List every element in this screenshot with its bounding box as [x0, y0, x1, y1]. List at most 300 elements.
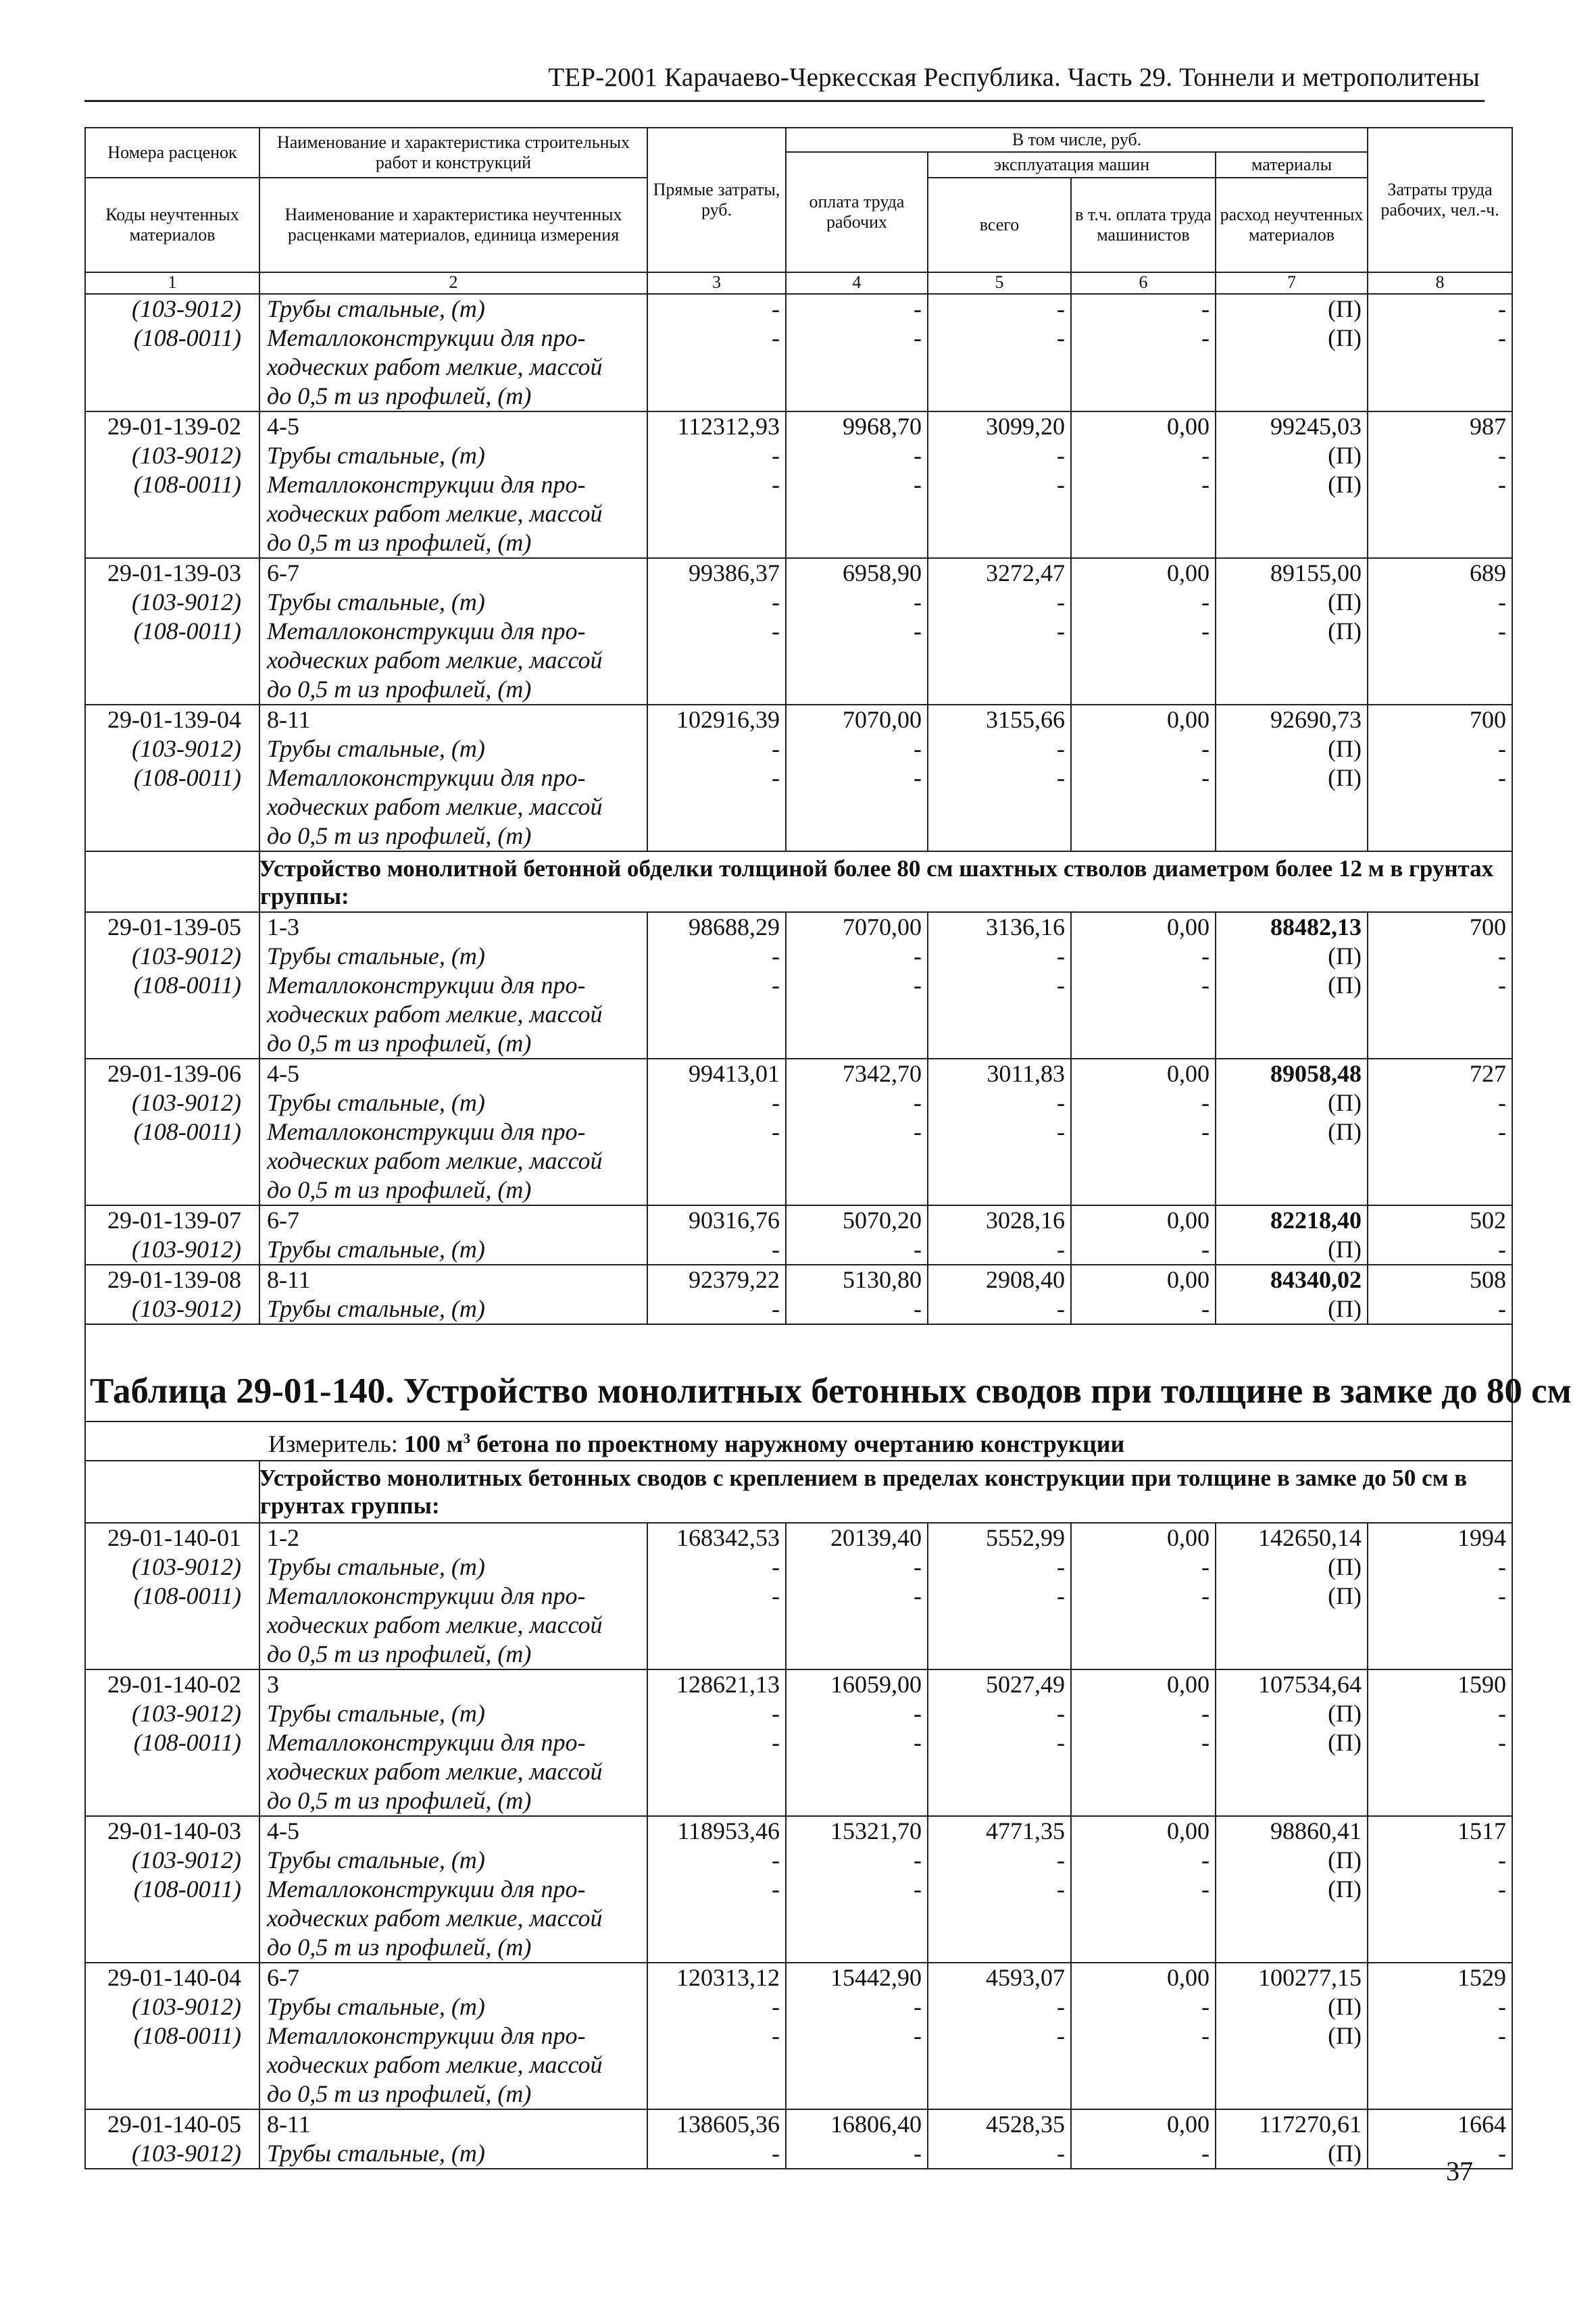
rate-row [85, 912, 1512, 942]
row-code [85, 528, 259, 558]
labor-cost: - [786, 971, 928, 1000]
labor-hours: 1590 [1368, 1669, 1512, 1699]
row-name: Металлоконструкции для про- [259, 1582, 647, 1611]
machinists-cost: - [1071, 763, 1216, 793]
material-row [85, 1088, 1512, 1117]
machines-total [928, 528, 1071, 558]
direct-cost [647, 2051, 786, 2080]
block3 [85, 1523, 1512, 2169]
material-row [85, 2051, 1512, 2080]
materials-cost: 84340,02 [1216, 1265, 1368, 1294]
machines-total [928, 646, 1071, 675]
machinists-cost [1071, 646, 1216, 675]
machines-total: 4771,35 [928, 1816, 1071, 1846]
row-code [85, 382, 259, 411]
direct-cost [647, 1904, 786, 1933]
materials-cost [1216, 1000, 1368, 1029]
materials-cost [1216, 646, 1368, 675]
row-code: (108-0011) [85, 1117, 259, 1147]
labor-hours: 700 [1368, 705, 1512, 734]
direct-cost: 98688,29 [647, 912, 786, 942]
labor-cost: - [786, 942, 928, 971]
labor-hours: - [1368, 734, 1512, 763]
labor-cost: - [786, 441, 928, 470]
row-name: ходческих работ мелкие, массой [259, 793, 647, 822]
material-row [85, 2080, 1512, 2109]
row-code: (103-9012) [85, 588, 259, 617]
labor-cost [786, 2080, 928, 2109]
row-name: 1-2 [259, 1523, 647, 1553]
machinists-cost [1071, 528, 1216, 558]
meter-label: Измеритель: [268, 1430, 398, 1457]
labor-cost: 5070,20 [786, 1205, 928, 1235]
colnum: 1 [85, 272, 259, 294]
material-row [85, 617, 1512, 646]
head-col4: оплата труда рабочих [786, 152, 928, 272]
head-col7: расход неучтенных материалов [1216, 178, 1368, 272]
machines-total: - [928, 971, 1071, 1000]
machines-total: - [928, 1553, 1071, 1582]
materials-cost [1216, 499, 1368, 528]
row-name: ходческих работ мелкие, массой [259, 646, 647, 675]
machinists-cost [1071, 1147, 1216, 1176]
machines-total: - [928, 734, 1071, 763]
material-row [85, 1992, 1512, 2021]
row-name: 8-11 [259, 1265, 647, 1294]
row-code: (103-9012) [85, 441, 259, 470]
machines-total [928, 1147, 1071, 1176]
machines-total: - [928, 324, 1071, 353]
row-name: 6-7 [259, 558, 647, 588]
meter-rest: бетона по проектному наружному очертанию конструкции [470, 1430, 1125, 1457]
direct-cost [647, 382, 786, 411]
machines-total: 3155,66 [928, 705, 1071, 734]
labor-cost [786, 1611, 928, 1640]
material-row [85, 1235, 1512, 1265]
machinists-cost [1071, 822, 1216, 851]
machines-total [928, 1904, 1071, 1933]
direct-cost: 90316,76 [647, 1205, 786, 1235]
machines-total: 3028,16 [928, 1205, 1071, 1235]
labor-hours: - [1368, 617, 1512, 646]
labor-hours: - [1368, 1235, 1512, 1265]
material-row [85, 324, 1512, 353]
head-col6: в т.ч. оплата труда машинистов [1071, 178, 1216, 272]
materials-cost: 89058,48 [1216, 1059, 1368, 1088]
machines-total: - [928, 470, 1071, 499]
materials-cost: (П) [1216, 1875, 1368, 1904]
labor-hours: 689 [1368, 558, 1512, 588]
materials-cost: (П) [1216, 2021, 1368, 2051]
material-row [85, 499, 1512, 528]
direct-cost: - [647, 734, 786, 763]
material-row [85, 1176, 1512, 1205]
direct-cost [647, 1933, 786, 1963]
machines-total [928, 1757, 1071, 1786]
machines-total: 5027,49 [928, 1669, 1071, 1699]
material-row [85, 1846, 1512, 1875]
row-code [85, 2051, 259, 2080]
labor-hours [1368, 499, 1512, 528]
machinists-cost: 0,00 [1071, 1059, 1216, 1088]
labor-cost [786, 1933, 928, 1963]
materials-cost [1216, 2080, 1368, 2109]
materials-cost: 92690,73 [1216, 705, 1368, 734]
machines-total: - [928, 1582, 1071, 1611]
material-row [85, 2021, 1512, 2051]
row-code: (103-9012) [85, 1553, 259, 1582]
direct-cost: - [647, 942, 786, 971]
material-row [85, 1611, 1512, 1640]
machines-total [928, 1176, 1071, 1205]
machinists-cost: - [1071, 2021, 1216, 2051]
head-col8: Затраты труда рабочих, чел.-ч. [1368, 128, 1512, 272]
head-col5: всего [928, 178, 1071, 272]
labor-hours: - [1368, 441, 1512, 470]
meter-line [85, 1422, 1512, 1461]
colnum: 2 [259, 272, 647, 294]
materials-cost: (П) [1216, 1728, 1368, 1757]
row-code: 29-01-139-02 [85, 411, 259, 441]
materials-cost: (П) [1216, 617, 1368, 646]
row-code: (108-0011) [85, 324, 259, 353]
direct-cost: - [647, 324, 786, 353]
machinists-cost: 0,00 [1071, 1523, 1216, 1553]
labor-cost: 6958,90 [786, 558, 928, 588]
material-row [85, 822, 1512, 851]
row-name: Металлоконструкции для про- [259, 763, 647, 793]
row-name: 4-5 [259, 1059, 647, 1088]
row-name: до 0,5 т из профилей, (т) [259, 1029, 647, 1059]
row-code [85, 499, 259, 528]
row-code [85, 1000, 259, 1029]
machinists-cost [1071, 1757, 1216, 1786]
labor-hours: - [1368, 1846, 1512, 1875]
direct-cost: - [647, 617, 786, 646]
machinists-cost [1071, 1029, 1216, 1059]
head-machines: эксплуатация машин [928, 152, 1216, 178]
row-code: 29-01-140-01 [85, 1523, 259, 1553]
rate-row [85, 1523, 1512, 1553]
row-name: ходческих работ мелкие, массой [259, 1000, 647, 1029]
direct-cost: - [647, 763, 786, 793]
row-name: 4-5 [259, 1816, 647, 1846]
machines-total: - [928, 2139, 1071, 2169]
head-col2-top: Наименование и характеристика строительных работ и конструкций [259, 128, 647, 178]
materials-cost: 88482,13 [1216, 912, 1368, 942]
direct-cost [647, 1786, 786, 1816]
machinists-cost [1071, 1176, 1216, 1205]
labor-cost: - [786, 1846, 928, 1875]
machines-total [928, 2080, 1071, 2109]
colnum: 5 [928, 272, 1071, 294]
machines-total [928, 1000, 1071, 1029]
machinists-cost: - [1071, 1117, 1216, 1147]
machines-total: - [928, 1992, 1071, 2021]
machinists-cost: 0,00 [1071, 1963, 1216, 1992]
materials-cost [1216, 2051, 1368, 2080]
labor-hours [1368, 675, 1512, 705]
meter-value: 100 $м^3$ [403, 1430, 471, 1457]
direct-cost [647, 1640, 786, 1669]
materials-cost: (П) [1216, 1582, 1368, 1611]
machines-total: - [928, 1294, 1071, 1324]
labor-cost [786, 822, 928, 851]
row-code: 29-01-139-05 [85, 912, 259, 942]
head-col1-top: Номера расценок [85, 128, 259, 178]
machinists-cost: - [1071, 971, 1216, 1000]
row-name: до 0,5 т из профилей, (т) [259, 382, 647, 411]
labor-hours [1368, 1786, 1512, 1816]
machinists-cost: - [1071, 1553, 1216, 1582]
labor-hours: - [1368, 2021, 1512, 2051]
block1 [85, 294, 1512, 851]
materials-cost: (П) [1216, 1846, 1368, 1875]
colnum: 6 [1071, 272, 1216, 294]
machines-total: - [928, 1088, 1071, 1117]
labor-cost [786, 675, 928, 705]
rate-row [85, 1059, 1512, 1088]
row-code: (103-9012) [85, 1992, 259, 2021]
materials-cost [1216, 1933, 1368, 1963]
machinists-cost: - [1071, 2139, 1216, 2169]
row-code: 29-01-140-02 [85, 1669, 259, 1699]
row-code [85, 1611, 259, 1640]
row-name: Трубы стальные, (т) [259, 1846, 647, 1875]
page-header: ТЕР-2001 Карачаево-Черкесская Республика. Часть 29. Тоннели и метрополитены [548, 63, 1480, 92]
direct-cost [647, 1000, 786, 1029]
row-code: (108-0011) [85, 470, 259, 499]
materials-cost [1216, 822, 1368, 851]
direct-cost: - [647, 441, 786, 470]
materials-cost [1216, 1757, 1368, 1786]
section-heading-text: Устройство монолитной бетонной обделки толщиной более 80 см шахтных стволов диаметром более 12 м в грунтах группы: [259, 855, 1494, 909]
labor-hours [1368, 1611, 1512, 1640]
row-code: (103-9012) [85, 1088, 259, 1117]
labor-hours: - [1368, 1992, 1512, 2021]
row-name: ходческих работ мелкие, массой [259, 1611, 647, 1640]
machinists-cost: 0,00 [1071, 2109, 1216, 2139]
labor-cost: - [786, 2139, 928, 2169]
direct-cost: 99386,37 [647, 558, 786, 588]
machines-total: 3099,20 [928, 411, 1071, 441]
direct-cost: - [647, 1875, 786, 1904]
labor-cost [786, 793, 928, 822]
machinists-cost: - [1071, 617, 1216, 646]
row-code [85, 793, 259, 822]
material-row [85, 942, 1512, 971]
row-name: Металлоконструкции для про- [259, 324, 647, 353]
material-row [85, 382, 1512, 411]
labor-cost: 15321,70 [786, 1816, 928, 1846]
machines-total [928, 2051, 1071, 2080]
labor-cost: 16059,00 [786, 1669, 928, 1699]
labor-cost [786, 1176, 928, 1205]
material-row [85, 793, 1512, 822]
colnum: 3 [647, 272, 786, 294]
materials-cost: 107534,64 [1216, 1669, 1368, 1699]
row-name: до 0,5 т из профилей, (т) [259, 1786, 647, 1816]
direct-cost: 102916,39 [647, 705, 786, 734]
materials-cost: (П) [1216, 1699, 1368, 1728]
machines-total [928, 1786, 1071, 1816]
row-name: до 0,5 т из профилей, (т) [259, 1176, 647, 1205]
labor-hours: 502 [1368, 1205, 1512, 1235]
rate-row [85, 1669, 1512, 1699]
head-col1-bottom: Коды неучтенных материалов [85, 178, 259, 272]
direct-cost: - [647, 1699, 786, 1728]
labor-hours [1368, 1147, 1512, 1176]
labor-hours: - [1368, 324, 1512, 353]
row-name: Металлоконструкции для про- [259, 617, 647, 646]
direct-cost: 168342,53 [647, 1523, 786, 1553]
material-row [85, 588, 1512, 617]
labor-hours: - [1368, 1728, 1512, 1757]
labor-cost: - [786, 1728, 928, 1757]
labor-cost: 7070,00 [786, 705, 928, 734]
material-row [85, 1000, 1512, 1029]
direct-cost [647, 528, 786, 558]
labor-cost [786, 646, 928, 675]
machinists-cost: - [1071, 1875, 1216, 1904]
material-row [85, 734, 1512, 763]
page-number: 37 [1446, 2156, 1473, 2186]
row-name: ходческих работ мелкие, массой [259, 1147, 647, 1176]
materials-cost [1216, 1176, 1368, 1205]
labor-cost: - [786, 2021, 928, 2051]
row-name: Металлоконструкции для про- [259, 971, 647, 1000]
rate-row [85, 411, 1512, 441]
section-heading [259, 1461, 1512, 1523]
machines-total [928, 1029, 1071, 1059]
materials-cost [1216, 1904, 1368, 1933]
machines-total: - [928, 1846, 1071, 1875]
row-name: 6-7 [259, 1205, 647, 1235]
direct-cost: - [647, 470, 786, 499]
machinists-cost: - [1071, 294, 1216, 324]
machines-total: - [928, 942, 1071, 971]
materials-cost: (П) [1216, 294, 1368, 324]
material-row [85, 1147, 1512, 1176]
machinists-cost: 0,00 [1071, 558, 1216, 588]
machinists-cost [1071, 1904, 1216, 1933]
material-row [85, 763, 1512, 793]
machinists-cost: - [1071, 470, 1216, 499]
table-title-block [85, 1324, 1572, 1523]
labor-cost: 5130,80 [786, 1265, 928, 1294]
machines-total: - [928, 1117, 1071, 1147]
direct-cost [647, 499, 786, 528]
row-code [85, 1786, 259, 1816]
labor-cost: - [786, 470, 928, 499]
row-name: до 0,5 т из профилей, (т) [259, 528, 647, 558]
row-name: до 0,5 т из профилей, (т) [259, 2080, 647, 2109]
machinists-cost: 0,00 [1071, 705, 1216, 734]
row-code: (108-0011) [85, 1728, 259, 1757]
labor-hours: - [1368, 1553, 1512, 1582]
materials-cost [1216, 675, 1368, 705]
materials-cost: (П) [1216, 588, 1368, 617]
row-name: Металлоконструкции для про- [259, 1728, 647, 1757]
row-name: ходческих работ мелкие, массой [259, 499, 647, 528]
material-row [85, 1029, 1512, 1059]
row-name: Металлоконструкции для про- [259, 1117, 647, 1147]
direct-cost: 92379,22 [647, 1265, 786, 1294]
materials-cost: (П) [1216, 2139, 1368, 2169]
labor-cost [786, 499, 928, 528]
machines-total: - [928, 2021, 1071, 2051]
row-name: Трубы стальные, (т) [259, 942, 647, 971]
rate-row [85, 1963, 1512, 1992]
materials-cost: (П) [1216, 441, 1368, 470]
machinists-cost [1071, 2051, 1216, 2080]
row-name: 8-11 [259, 705, 647, 734]
row-name: Металлоконструкции для про- [259, 1875, 647, 1904]
material-row [85, 1117, 1512, 1147]
machines-total: 4528,35 [928, 2109, 1071, 2139]
row-name: Трубы стальные, (т) [259, 1699, 647, 1728]
machinists-cost: - [1071, 441, 1216, 470]
machines-total: 2908,40 [928, 1265, 1071, 1294]
row-name: 1-3 [259, 912, 647, 942]
labor-hours: - [1368, 1699, 1512, 1728]
materials-cost: (П) [1216, 1294, 1368, 1324]
labor-cost: - [786, 588, 928, 617]
machinists-cost: - [1071, 1846, 1216, 1875]
rate-row [85, 2109, 1512, 2139]
direct-cost [647, 646, 786, 675]
machinists-cost [1071, 1933, 1216, 1963]
table-title: Таблица 29-01-140. Устройство монолитных бетонных сводов при толщине в замке до 80 см [85, 1324, 1512, 1422]
row-name: до 0,5 т из профилей, (т) [259, 675, 647, 705]
direct-cost [647, 353, 786, 382]
machines-total [928, 1611, 1071, 1640]
direct-cost: 120313,12 [647, 1963, 786, 1992]
row-code [85, 675, 259, 705]
material-row [85, 2139, 1512, 2169]
rate-row [85, 294, 1512, 324]
machines-total: - [928, 588, 1071, 617]
row-name: ходческих работ мелкие, массой [259, 1757, 647, 1786]
material-row [85, 441, 1512, 470]
direct-cost [647, 1611, 786, 1640]
row-name: Трубы стальные, (т) [259, 441, 647, 470]
machinists-cost [1071, 793, 1216, 822]
labor-hours: 1994 [1368, 1523, 1512, 1553]
direct-cost [647, 1176, 786, 1205]
labor-cost [786, 1147, 928, 1176]
row-code: (103-9012) [85, 1846, 259, 1875]
labor-hours [1368, 793, 1512, 822]
material-row [85, 1294, 1512, 1324]
row-name: 4-5 [259, 411, 647, 441]
row-name: до 0,5 т из профилей, (т) [259, 1640, 647, 1669]
rate-row [85, 705, 1512, 734]
machinists-cost: - [1071, 324, 1216, 353]
labor-cost: 7070,00 [786, 912, 928, 942]
materials-cost: 142650,14 [1216, 1523, 1368, 1553]
row-code: (103-9012) [85, 1699, 259, 1728]
machines-total [928, 793, 1071, 822]
section-heading [259, 851, 1512, 912]
labor-cost: - [786, 1117, 928, 1147]
machines-total [928, 353, 1071, 382]
machinists-cost [1071, 382, 1216, 411]
row-code: 29-01-139-04 [85, 705, 259, 734]
direct-cost [647, 793, 786, 822]
machinists-cost: - [1071, 1582, 1216, 1611]
materials-cost: (П) [1216, 1088, 1368, 1117]
